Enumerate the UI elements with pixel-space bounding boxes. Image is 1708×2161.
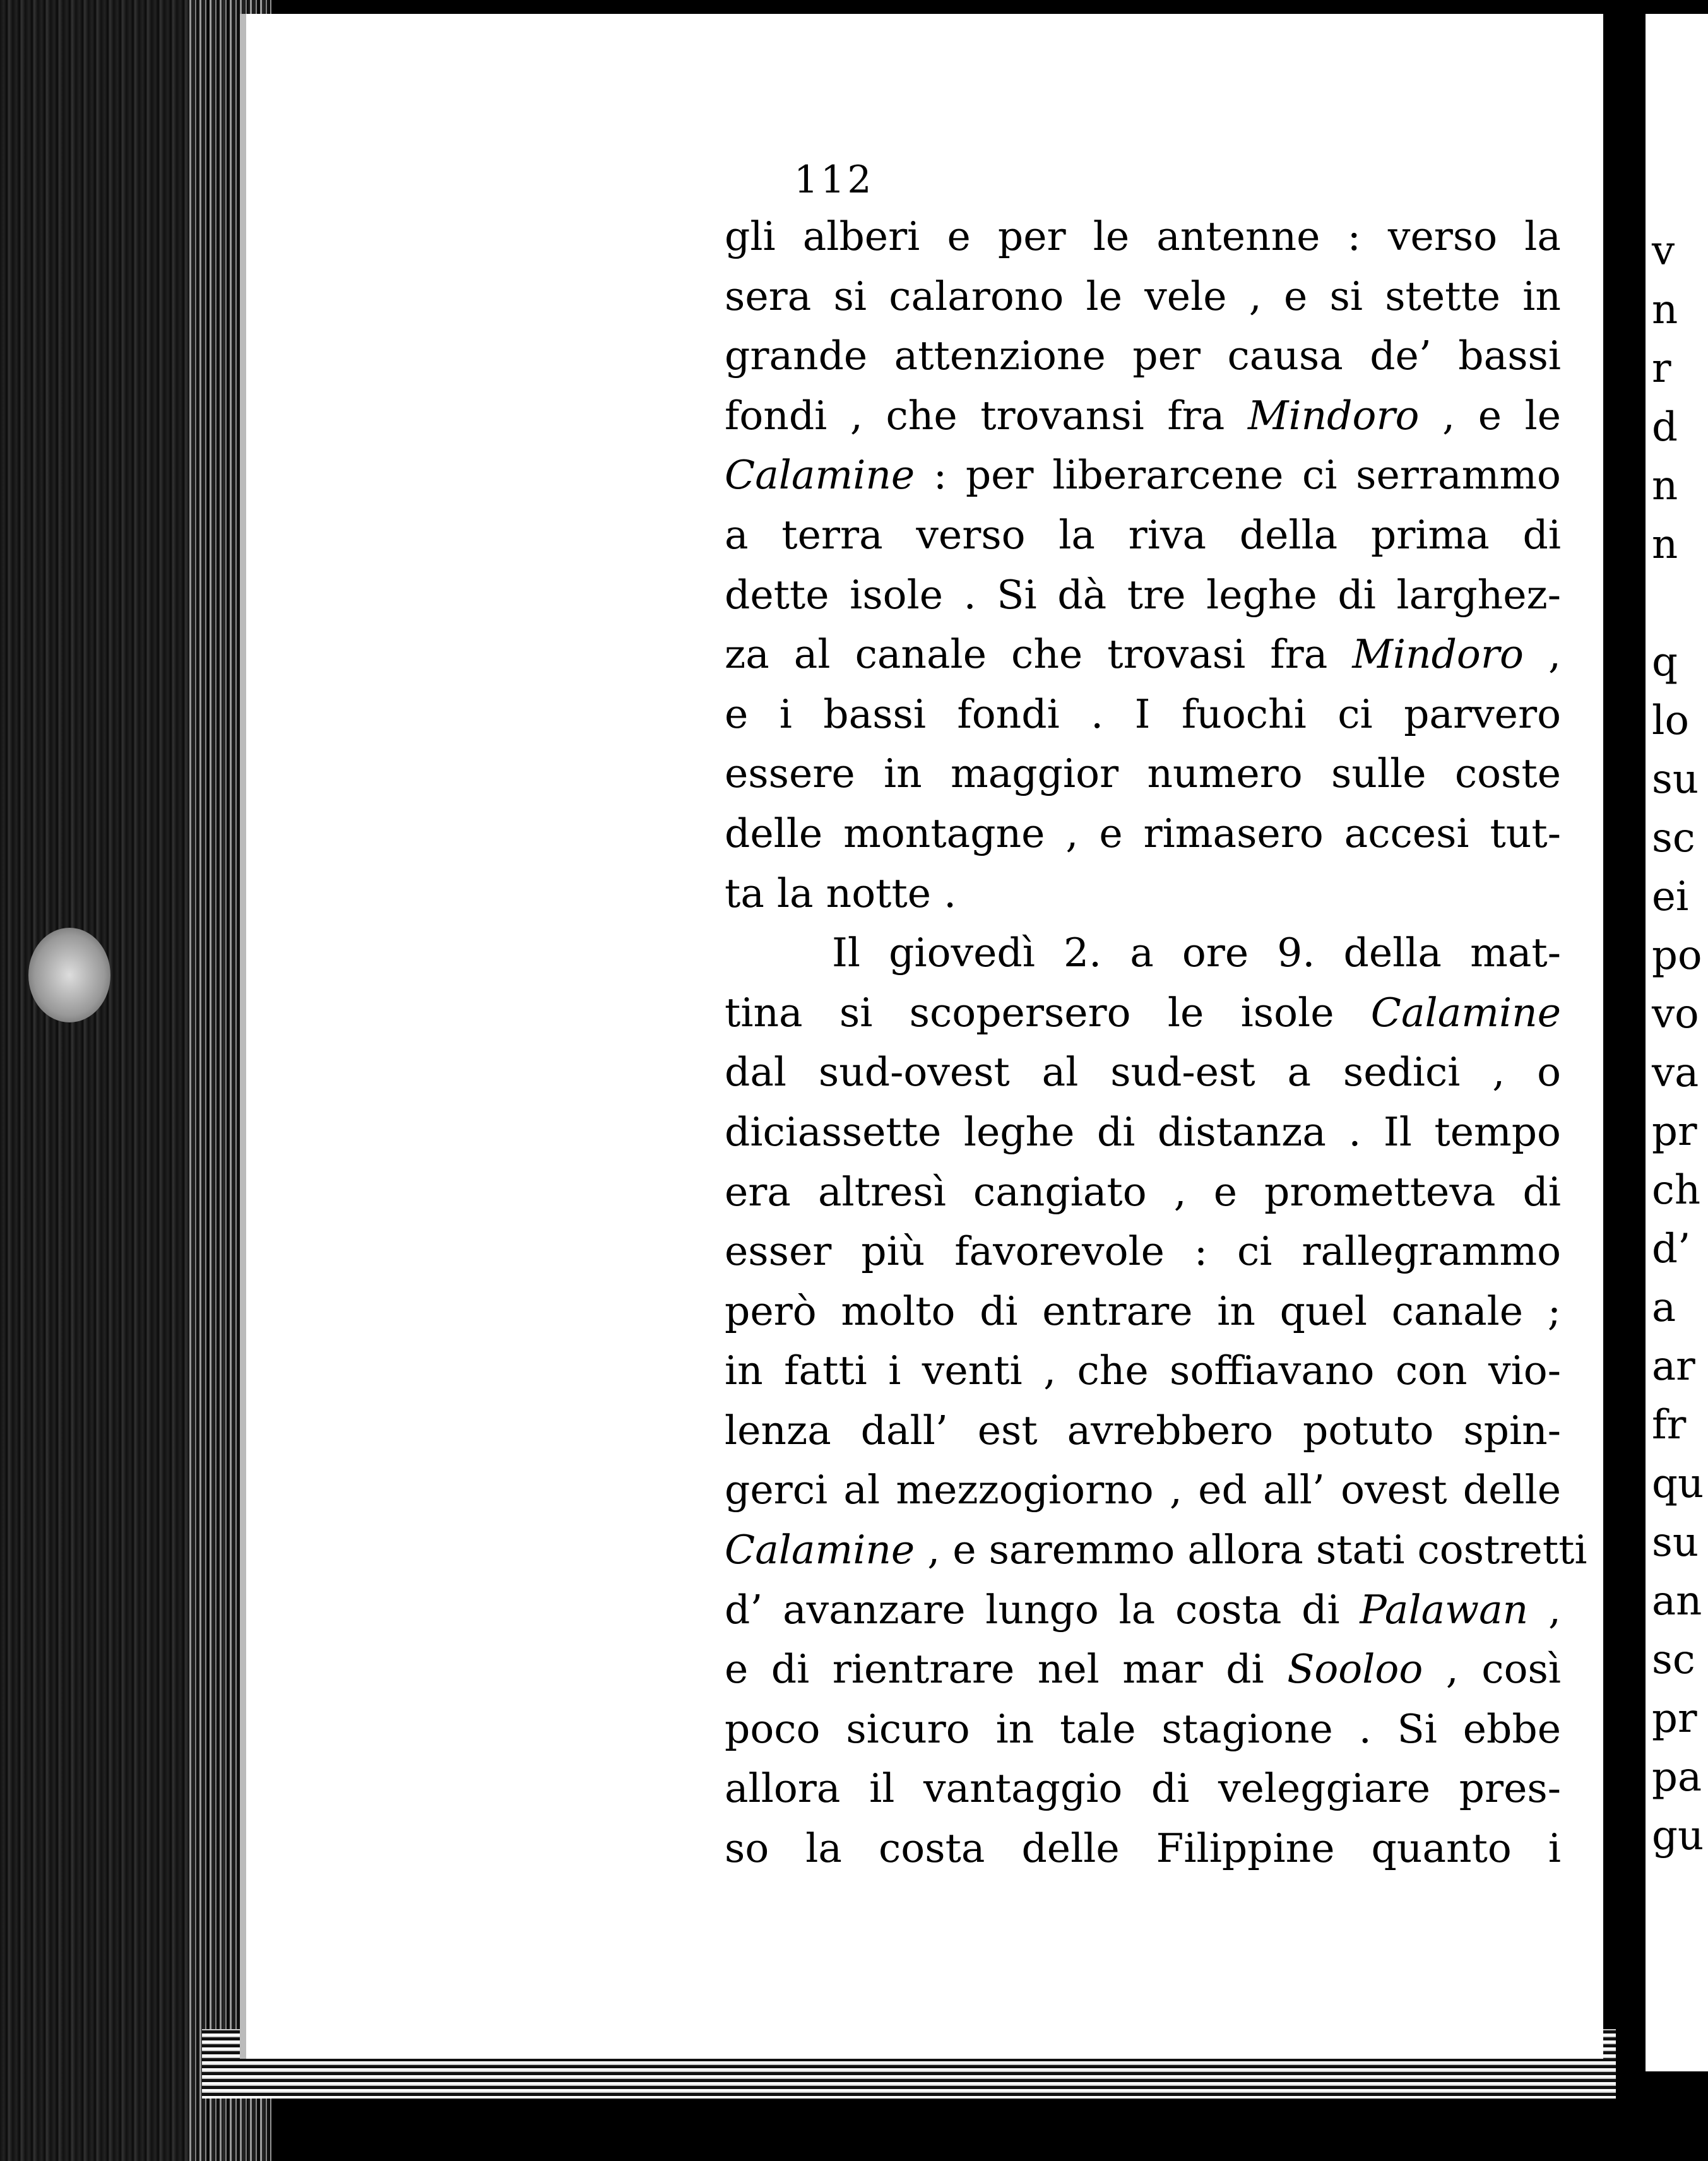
text-segment: ,	[1528, 1586, 1561, 1633]
italic-text: Palawan	[1360, 1586, 1529, 1633]
facing-line-fragment: pa	[1652, 1754, 1702, 1801]
text-line	[725, 1759, 1561, 1819]
facing-line-fragment: qu	[1652, 1460, 1704, 1507]
text-line	[725, 1282, 1561, 1342]
text-line	[725, 1700, 1561, 1760]
facing-line-fragment: su	[1652, 756, 1699, 803]
italic-text: Mindoro	[1247, 392, 1420, 439]
text-segment: za al canale che trovasi fra	[725, 631, 1353, 678]
text-segment: dette isole . Si dà tre leghe di larghez-	[725, 571, 1561, 618]
text-line	[725, 1640, 1561, 1700]
text-segment: però molto di entrare in quel canale ;	[725, 1288, 1561, 1334]
paper-stain	[28, 928, 110, 1022]
page-text-block	[725, 158, 1587, 1879]
text-segment: , così	[1423, 1646, 1561, 1693]
text-segment: grande attenzione per causa de’ bassi	[725, 333, 1561, 379]
facing-line-fragment: d’	[1652, 1226, 1691, 1272]
text-line	[725, 446, 1561, 506]
italic-text: Calamine	[725, 1527, 915, 1573]
italic-text: Mindoro	[1352, 631, 1524, 678]
text-segment: ta la notte .	[725, 870, 957, 916]
text-segment: essere in maggior numero sulle coste	[725, 750, 1561, 797]
italic-text: Sooloo	[1287, 1646, 1423, 1693]
facing-line-fragment: su	[1652, 1519, 1699, 1566]
page-body	[725, 207, 1587, 1879]
facing-line-fragment: gu	[1652, 1813, 1704, 1859]
text-segment: a terra verso la riva della prima di	[725, 511, 1561, 558]
text-segment: gerci al mezzogiorno , ed all’ ovest delle	[725, 1467, 1561, 1513]
text-segment: d’ avanzare lungo la costa di	[725, 1586, 1360, 1633]
facing-line-fragment: lo	[1652, 697, 1689, 744]
text-line	[725, 1103, 1561, 1163]
text-line	[725, 864, 1561, 924]
text-line	[725, 1580, 1561, 1640]
facing-line-fragment: fr	[1652, 1402, 1687, 1448]
text-segment: : per liberarcene ci serrammo	[915, 452, 1561, 499]
text-segment: poco sicuro in tale stagione . Si ebbe	[725, 1705, 1561, 1752]
facing-line-fragment: n	[1652, 463, 1678, 509]
text-line	[725, 1222, 1561, 1282]
facing-line-fragment: d	[1652, 404, 1678, 451]
text-line	[725, 326, 1561, 386]
facing-line-fragment: ch	[1652, 1167, 1701, 1214]
text-line	[725, 565, 1561, 625]
page-number: 112	[794, 158, 874, 202]
facing-line-fragment: va	[1652, 1050, 1699, 1096]
text-line	[725, 386, 1561, 446]
facing-line-fragment: r	[1652, 345, 1671, 392]
facing-line-fragment: an	[1652, 1578, 1702, 1625]
text-segment: fondi , che trovansi fra	[725, 392, 1248, 439]
text-line	[725, 1043, 1561, 1103]
text-line	[725, 1460, 1561, 1520]
text-line	[725, 983, 1561, 1043]
text-segment: tina si scopersero le isole	[725, 989, 1371, 1036]
italic-text: Calamine	[725, 452, 915, 499]
text-segment: ,	[1523, 631, 1561, 678]
text-line	[725, 744, 1561, 804]
text-line	[725, 1401, 1561, 1461]
facing-line-fragment: q	[1652, 639, 1678, 685]
text-segment: in fatti i venti , che soffiavano con vio-	[725, 1347, 1561, 1394]
text-segment: esser più favorevole : ci rallegrammo	[725, 1228, 1561, 1275]
facing-line-fragment: pr	[1652, 1695, 1697, 1742]
text-line	[725, 1520, 1587, 1580]
facing-line-fragment: n	[1652, 287, 1678, 333]
text-segment: diciassette leghe di distanza . Il tempo	[725, 1108, 1561, 1155]
italic-text: Calamine	[1370, 989, 1561, 1036]
facing-line-fragment: sc	[1652, 815, 1695, 861]
text-segment: lenza dall’ est avrebbero potuto spin-	[725, 1407, 1561, 1453]
text-line	[725, 625, 1561, 685]
text-line	[725, 923, 1561, 983]
text-segment: Il giovedì 2. a ore 9. della mat-	[832, 930, 1561, 976]
text-line	[725, 685, 1561, 745]
facing-line-fragment: sc	[1652, 1637, 1695, 1683]
facing-line-fragment: a	[1652, 1284, 1676, 1331]
facing-line-fragment: po	[1652, 932, 1702, 979]
text-segment: allora il vantaggio di veleggiare pres-	[725, 1765, 1561, 1812]
text-segment: dal sud-ovest al sud-est a sedici , o	[725, 1049, 1561, 1096]
text-line	[725, 207, 1561, 267]
facing-page	[1632, 14, 1708, 2071]
facing-page-text	[1646, 222, 1708, 1866]
text-segment: e i bassi fondi . I fuochi ci parvero	[725, 690, 1561, 737]
facing-line-fragment: ei	[1652, 873, 1689, 920]
text-segment: , e le	[1419, 392, 1561, 439]
facing-line-fragment: pr	[1652, 1108, 1697, 1155]
facing-line-fragment: vo	[1652, 991, 1699, 1038]
facing-line-fragment: v	[1652, 228, 1675, 275]
text-line	[725, 1163, 1561, 1223]
book-spine	[0, 0, 271, 2161]
text-segment: gli alberi e per le antenne : verso la	[725, 213, 1561, 259]
facing-line-fragment	[1646, 574, 1708, 633]
text-segment: era altresì cangiato , e prometteva di	[725, 1168, 1561, 1215]
text-segment: e di rientrare nel mar di	[725, 1646, 1288, 1693]
text-line	[725, 267, 1561, 327]
text-line	[725, 1341, 1561, 1401]
text-segment: delle montagne , e rimasero accesi tut-	[725, 810, 1561, 856]
text-segment: , e saremmo allora stati costretti	[915, 1527, 1587, 1573]
facing-line-fragment: n	[1652, 521, 1678, 568]
text-line	[725, 506, 1561, 565]
text-line	[725, 804, 1561, 864]
facing-line-fragment: ar	[1652, 1343, 1695, 1390]
text-segment: so la costa delle Filippine quanto i	[725, 1825, 1561, 1872]
text-line	[725, 1819, 1561, 1879]
text-segment: sera si calarono le vele , e si stette in	[725, 273, 1561, 319]
